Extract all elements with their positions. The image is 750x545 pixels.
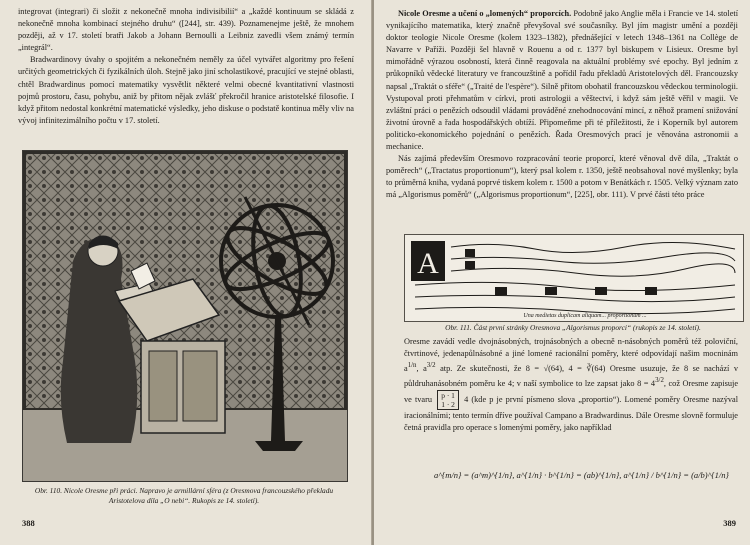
section-heading: Nicole Oresme a učení o „lomených“ proporcích. — [398, 9, 572, 18]
paragraph-3-part-a: Oresme zavádí vedle dvojnásobných, trojnásobných a obecně n-násobných poměrů též poloviční, čtvrtinové, jedenapůlnásobné a jiné lomené racionální poměry, které odpovídají našim mocninám a — [404, 337, 738, 373]
figure-110-caption: Obr. 110. Nicole Oresme při práci. Napravo je armillární sféra (z Oresmova francouzského překladu Aristotelova díla „O nebi“. Rukopis ze 14. století). — [34, 486, 334, 505]
left-paragraph-1: integrovat (integrari) či složit z nekonečně mnoha indivisibilií“ a „každé kontinuum se skládá z nekonečně mnoha kombinací stejného druhu“ ([244], str. 439). Poznamenejme ještě, že mnohem později, až v 17. století bratři Jakob a Johann Bernoulli a Leibniz zavedli všem známý termín „integrál“. — [18, 7, 354, 53]
power-rules-formula: a^{m/n} = (a^m)^{1/n}, a^{1/n} · b^{1/n} = (ab)^{1/n}, a^{1/n} / b^{1/n} = (a/b)^{1/n} — [434, 470, 729, 480]
right-paragraph-1-body: Podobně jako Anglie měla i Francie ve 14. století vynikajícího matematika, který značně převyšoval své současníky. Byl jím magistr umění a později doktor teologie Nicole Oresme (kolem 1323–1382), přednášející v letech 1348–1361 na Collège de Navarre v Paříži. Později šel hlavně v Rouenu a od r. 1377 byl biskupem v Lisieux. Oresme byl mimořádně výrazou osobností, která činně reagovala na aktuální problémy své epochy. Byl jedním z průkopníků vědecké literatury ve francouzštině a pořídil řadu překladů Aristotelových děl. Francouzsky napsal „Traktát o sféře“ („Traité de l'espère“). Silně přitom obohatil francouzskou vědeckou terminologii. Vystupoval proti přehmatům v církvi, proti astrologii a věštectví, i když sám ještě věřil v magii. Ve zvláštní práci o penězích odsoudil vládami prováděné znehodnocování mincí, z něhož pramení snižování životní úrovně a řada hospodářských obtíží. Připomeňme při té příležitosti, že i Koperník byl autorem politicko-ekonomického pojednání o penězích. Řada Oresmových prací je věnována astronomii a mechanice. — [386, 9, 739, 152]
manuscript-script: Una medietas duplicam aliquam... proportionum ... — [523, 313, 647, 319]
notation-top: p · 1 — [441, 390, 455, 400]
left-page-text — [18, 6, 354, 127]
figure-111-manuscript — [404, 234, 744, 322]
figure-110-illustration — [22, 150, 348, 482]
paragraph-3-part-b: atp. Ze skutečnosti, že 8 = √(64), 4 = ∛(64) Oresme usuzuje, že 8 se nachází v půldruhanásobném poměru ke 4; v naší symbolice to lze zapsat jako 8 = 4 — [404, 363, 738, 388]
oresme-miniature-drawing — [23, 151, 347, 481]
exponent-1: 1/n — [407, 362, 417, 370]
left-paragraph-2: Bradwardinovy úvahy o spojitém a nekonečném neměly za účel vytvářet algoritmy pro řešení určitých geometrických či fyzikálních úloh. Stejně jako jiní scholastikové, pracující ve stejné oblasti, chtěl Bradwardinus pomocí matematiky vysvětlit některé velmi obecné kvantitativní vlastnosti pojmů prostoru, času, pohybu, aniž by přitom nějak zvlášť překročil hranice aristotelské filosofie. I když přitom nedostal konkrétní matematické výsledky, jeho diskuse o podstatě kontinua měly vliv na vývoj infinitezimálního počtu v 17. století. — [18, 55, 354, 125]
right-page — [374, 0, 750, 545]
page-number-right: 389 — [723, 518, 736, 528]
exponent-3: 3/2 — [655, 377, 664, 385]
exponent-2: 3/2 — [426, 362, 436, 370]
right-paragraph-1 — [386, 8, 738, 153]
oresme-notation-box — [437, 390, 459, 410]
paragraph-3-part-d: 4 (kde p je první písmeno slova „proportio“). Lomené poměry Oresme nazýval iracionálními; tento termín dříve používal Campano a Bradwardinus. Dále Oresme slovně formuluje četná pravidla pro operace s lomenými poměry, jako například — [404, 394, 739, 432]
manuscript-excerpt-drawing — [405, 235, 743, 321]
paragraph-3-part-c: , což Oresme zapisuje ve tvaru — [404, 378, 738, 404]
right-lower-text — [404, 336, 738, 434]
right-paragraph-2: Nás zajímá především Oresmovo rozpracování teorie proporcí, které věnoval dvě díla, „Traktát o poměrech“ („Tractatus proportionum“), který psal kolem r. 1350, ještě neobsahoval nové myšlenky; byla to průměrná kniha, vydaná poprvé tiskem kolem r. 1500 a potom v Benátkách r. 1505. Velký význam zato má „Algorismus poměrů“ („Algorismus proportionum“, [225], obr. 111). V prvé části této práce — [386, 154, 738, 200]
right-page-text — [386, 8, 738, 202]
page-number-left: 388 — [22, 518, 35, 528]
right-paragraph-3: Oresme zavádí vedle dvojnásobných, trojnásobných a obecně n-násobných poměrů též poloviční, čtvrtinové, jedenapůlnásobné a jiné lomené racionální poměry, které odpovídají našim mocninám $a^{1/n}$, $a^{3/2}$ atp. Ze skutečnosti, že 8 = √(64), 4 = ∛(64) Oresme usuzuje, že 8 se nachází v půldruhanásobném poměru ke 4; v naší symbolice to lze zapsat jako $8 = 4^{3/2}$, což Oresme zapisuje ve tvaru p · 1 1 · 2 4 (kde p je první písmeno slova „proportio“). Lomené poměry Oresme nazýval iracionálními; tento termín dříve používal Campano a Bradwardinus. Dále Oresme slovně formuluje četná pravidla pro operace s lomenými poměry, jako například — [404, 337, 739, 432]
left-page — [0, 0, 373, 545]
svg-text:A: A — [417, 247, 439, 280]
notation-bottom: 1 · 2 — [441, 399, 455, 409]
figure-111-caption: Obr. 111. Část první stránky Oresmova „Algorismus proporci“ (rukopis ze 14. století). — [445, 323, 701, 332]
